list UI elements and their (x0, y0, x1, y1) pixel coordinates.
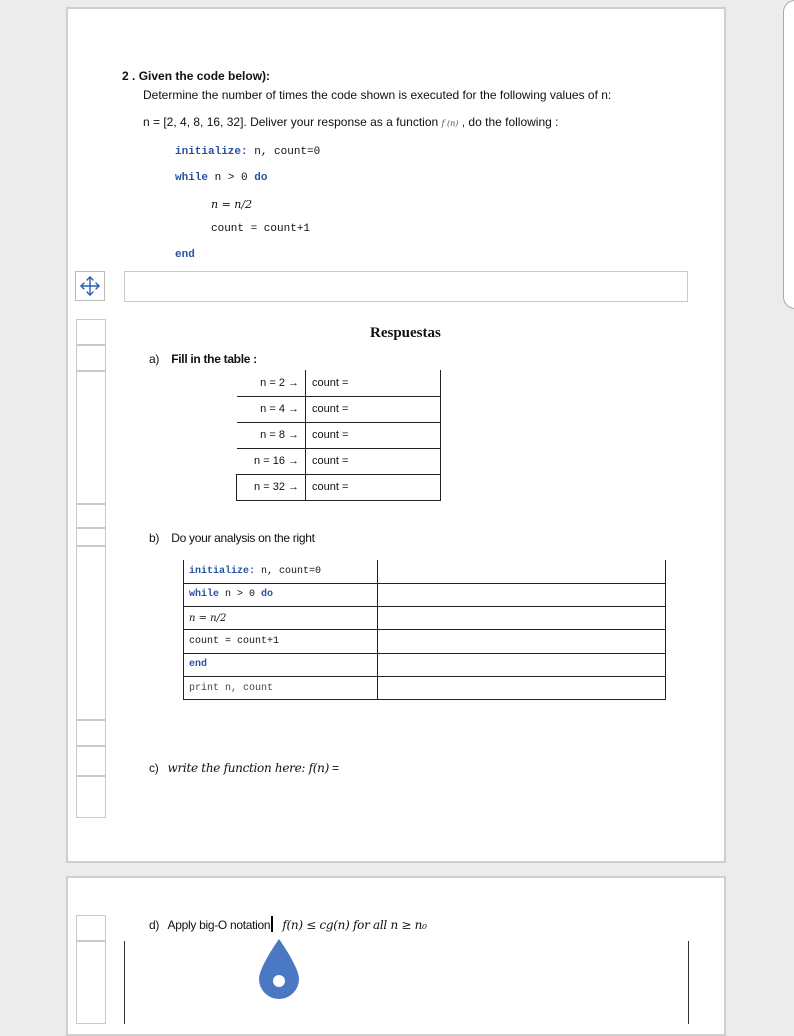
analysis-answer-cell[interactable] (378, 583, 666, 606)
table-row (184, 676, 666, 699)
question-instructions: n = [2, 4, 8, 16, 32]. Deliver your response as a function f (n) , do the following : (143, 115, 559, 129)
part-d-heading: d) Apply big-O notation f(n) ≤ cg(n) for all n ≥ n₀ (149, 918, 427, 932)
n-value-cell: n = 8 → (237, 422, 306, 448)
part-a-heading: a) Fill in the table : (149, 352, 257, 366)
gutter-cell (76, 915, 106, 941)
count-cell[interactable]: count = (306, 396, 441, 422)
n-value-cell: n = 32 → (237, 474, 306, 500)
gutter-cell (76, 319, 106, 345)
table-row (237, 396, 441, 422)
gutter-cell (76, 546, 106, 720)
count-table (236, 370, 441, 501)
answer-area-right-border (688, 941, 689, 1024)
analysis-answer-cell[interactable] (378, 676, 666, 699)
analysis-answer-cell[interactable] (378, 630, 666, 653)
table-row (184, 630, 666, 653)
question-description: Determine the number of times the code shown is executed for the following values of n: (143, 88, 612, 102)
count-cell[interactable]: count = (306, 474, 441, 500)
code-line-while: while n > 0 do (175, 172, 268, 184)
answers-heading: Respuestas (370, 325, 441, 341)
gutter-cell (76, 528, 106, 546)
text-cursor (271, 916, 273, 932)
count-cell[interactable]: count = (306, 448, 441, 474)
gutter-cell (76, 345, 106, 371)
table-row (184, 607, 666, 630)
table-row (184, 560, 666, 583)
gutter-cell (76, 720, 106, 746)
analysis-answer-cell[interactable] (378, 653, 666, 676)
table-row (237, 448, 441, 474)
question-title: 2 . Given the code below): (122, 69, 271, 83)
part-c-heading: c) write the function here: f(n) = (149, 761, 339, 775)
analysis-code-initialize: initialize: n, count=0 (184, 560, 378, 583)
code-line-count: count = count+1 (211, 223, 311, 235)
gutter-cell (76, 504, 106, 528)
code-line-initialize: initialize: n, count=0 (175, 146, 321, 158)
n-value-cell: n = 4 → (237, 396, 306, 422)
gutter-cell (76, 371, 106, 504)
table-row (237, 422, 441, 448)
n-value-cell: n = 16 → (237, 448, 306, 474)
text-cursor-handle-icon[interactable] (257, 937, 301, 1001)
gutter-cell (76, 776, 106, 818)
gutter-cell (76, 941, 106, 1024)
move-handle[interactable] (75, 271, 105, 301)
side-panel (783, 0, 794, 309)
move-arrows-icon (78, 274, 102, 298)
table-row (184, 653, 666, 676)
analysis-answer-cell[interactable] (378, 607, 666, 630)
table-row (184, 583, 666, 606)
table-row (237, 474, 441, 500)
count-cell[interactable]: count = (306, 422, 441, 448)
answer-area-left-border (124, 941, 125, 1024)
analysis-code-assign: n = n/2 (184, 607, 378, 630)
part-b-heading: b) Do your analysis on the right (149, 531, 315, 545)
analysis-code-end: end (184, 653, 378, 676)
gutter-cell (76, 746, 106, 776)
n-value-cell: n = 2 → (237, 370, 306, 396)
analysis-code-print: print n, count (184, 676, 378, 699)
answer-text-box[interactable] (124, 271, 688, 302)
analysis-answer-cell[interactable] (378, 560, 666, 583)
table-row (237, 370, 441, 396)
code-line-end: end (175, 249, 195, 261)
analysis-code-while: while n > 0 do (184, 583, 378, 606)
count-cell[interactable]: count = (306, 370, 441, 396)
document-page-2 (66, 876, 726, 1036)
code-line-assign: n = n/2 (211, 198, 253, 211)
analysis-table (183, 560, 666, 700)
analysis-code-count: count = count+1 (184, 630, 378, 653)
